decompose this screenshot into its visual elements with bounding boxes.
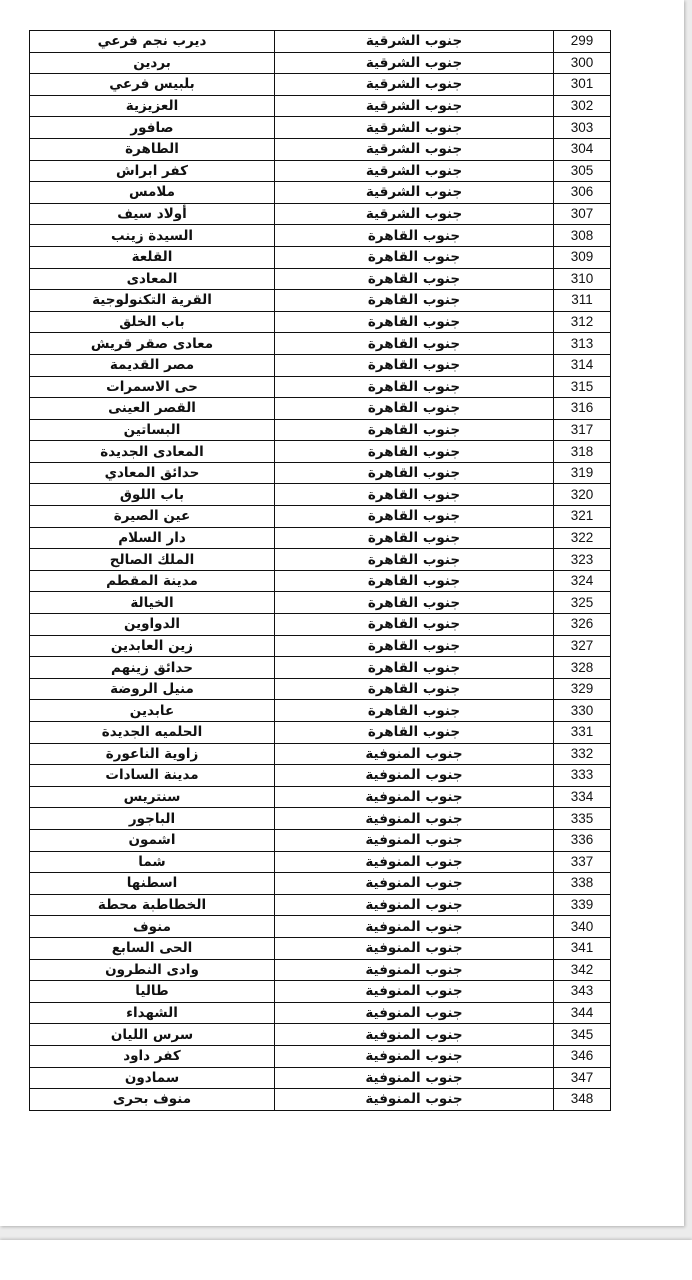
table-row [30, 570, 611, 592]
branch-name-cell: ديرب نجم فرعي [30, 31, 275, 53]
row-number-cell: 311 [554, 290, 611, 312]
region-cell: جنوب القاهرة [275, 549, 554, 571]
row-number-cell: 318 [554, 441, 611, 463]
table-row [30, 916, 611, 938]
table-row [30, 354, 611, 376]
table-row [30, 398, 611, 420]
branch-name-cell: شما [30, 851, 275, 873]
table-row [30, 225, 611, 247]
region-cell: جنوب الشرقية [275, 160, 554, 182]
branch-name-cell: أولاد سيف [30, 203, 275, 225]
branch-name-cell: منوف [30, 916, 275, 938]
region-cell: جنوب القاهرة [275, 419, 554, 441]
branch-name-cell: حدائق المعادي [30, 462, 275, 484]
table-row [30, 117, 611, 139]
table-row [30, 1045, 611, 1067]
region-cell: جنوب المنوفية [275, 808, 554, 830]
table-row [30, 182, 611, 204]
region-cell: جنوب القاهرة [275, 462, 554, 484]
table-row [30, 1067, 611, 1089]
table-row [30, 894, 611, 916]
branch-name-cell: المعادى [30, 268, 275, 290]
branch-name-cell: مدينة المقطم [30, 570, 275, 592]
row-number-cell: 314 [554, 354, 611, 376]
table-row [30, 635, 611, 657]
next-page-edge [0, 1240, 692, 1280]
branch-name-cell: سنتريس [30, 786, 275, 808]
row-number-cell: 309 [554, 246, 611, 268]
region-cell: جنوب القاهرة [275, 354, 554, 376]
region-cell: جنوب الشرقية [275, 74, 554, 96]
table-row [30, 873, 611, 895]
table-row [30, 462, 611, 484]
region-cell: جنوب الشرقية [275, 203, 554, 225]
row-number-cell: 347 [554, 1067, 611, 1089]
table-row [30, 95, 611, 117]
region-cell: جنوب القاهرة [275, 678, 554, 700]
row-number-cell: 345 [554, 1024, 611, 1046]
row-number-cell: 326 [554, 614, 611, 636]
branch-name-cell: العزيزية [30, 95, 275, 117]
region-cell: جنوب القاهرة [275, 592, 554, 614]
table-row [30, 937, 611, 959]
region-cell: جنوب المنوفية [275, 765, 554, 787]
row-number-cell: 301 [554, 74, 611, 96]
row-number-cell: 324 [554, 570, 611, 592]
table-row [30, 203, 611, 225]
region-cell: جنوب القاهرة [275, 441, 554, 463]
branch-name-cell: معادى صقر قريش [30, 333, 275, 355]
row-number-cell: 340 [554, 916, 611, 938]
table-row [30, 1002, 611, 1024]
branch-name-cell: مدينة السادات [30, 765, 275, 787]
row-number-cell: 302 [554, 95, 611, 117]
table-row [30, 786, 611, 808]
row-number-cell: 313 [554, 333, 611, 355]
region-cell: جنوب المنوفية [275, 743, 554, 765]
region-cell: جنوب الشرقية [275, 138, 554, 160]
row-number-cell: 299 [554, 31, 611, 53]
region-cell: جنوب الشرقية [275, 95, 554, 117]
row-number-cell: 310 [554, 268, 611, 290]
region-cell: جنوب المنوفية [275, 1002, 554, 1024]
row-number-cell: 312 [554, 311, 611, 333]
region-cell: جنوب المنوفية [275, 959, 554, 981]
branch-name-cell: طاليا [30, 981, 275, 1003]
region-cell: جنوب القاهرة [275, 225, 554, 247]
table-row [30, 31, 611, 53]
region-cell: جنوب القاهرة [275, 333, 554, 355]
row-number-cell: 337 [554, 851, 611, 873]
branch-name-cell: باب اللوق [30, 484, 275, 506]
table-row [30, 74, 611, 96]
region-cell: جنوب الشرقية [275, 182, 554, 204]
region-cell: جنوب المنوفية [275, 916, 554, 938]
region-cell: جنوب المنوفية [275, 786, 554, 808]
branch-name-cell: الحى السابع [30, 937, 275, 959]
branch-name-cell: عابدين [30, 700, 275, 722]
row-number-cell: 336 [554, 829, 611, 851]
branch-name-cell: حى الاسمرات [30, 376, 275, 398]
table-row [30, 376, 611, 398]
table-row [30, 808, 611, 830]
table-row [30, 851, 611, 873]
branch-name-cell: كفر داود [30, 1045, 275, 1067]
region-cell: جنوب القاهرة [275, 614, 554, 636]
row-number-cell: 305 [554, 160, 611, 182]
row-number-cell: 342 [554, 959, 611, 981]
region-cell: جنوب القاهرة [275, 570, 554, 592]
row-number-cell: 323 [554, 549, 611, 571]
branch-name-cell: سرس الليان [30, 1024, 275, 1046]
branch-name-cell: بردين [30, 52, 275, 74]
table-row [30, 959, 611, 981]
region-cell: جنوب القاهرة [275, 290, 554, 312]
branch-name-cell: السيدة زينب [30, 225, 275, 247]
row-number-cell: 328 [554, 657, 611, 679]
region-cell: جنوب المنوفية [275, 937, 554, 959]
region-cell: جنوب المنوفية [275, 1067, 554, 1089]
branch-name-cell: الخطاطبة محطة [30, 894, 275, 916]
region-cell: جنوب القاهرة [275, 398, 554, 420]
region-cell: جنوب المنوفية [275, 873, 554, 895]
region-cell: جنوب المنوفية [275, 981, 554, 1003]
table-row [30, 246, 611, 268]
row-number-cell: 339 [554, 894, 611, 916]
region-cell: جنوب القاهرة [275, 506, 554, 528]
branch-name-cell: القلعة [30, 246, 275, 268]
region-cell: جنوب القاهرة [275, 700, 554, 722]
table-row [30, 506, 611, 528]
branch-name-cell: اسطنها [30, 873, 275, 895]
table-row [30, 549, 611, 571]
table-row [30, 419, 611, 441]
region-cell: جنوب المنوفية [275, 1089, 554, 1111]
table-row [30, 592, 611, 614]
region-cell: جنوب القاهرة [275, 635, 554, 657]
branch-name-cell: القرية التكنولوجية [30, 290, 275, 312]
branch-name-cell: دار السلام [30, 527, 275, 549]
region-cell: جنوب المنوفية [275, 851, 554, 873]
region-cell: جنوب الشرقية [275, 117, 554, 139]
region-cell: جنوب المنوفية [275, 1045, 554, 1067]
region-cell: جنوب المنوفية [275, 829, 554, 851]
row-number-cell: 319 [554, 462, 611, 484]
row-number-cell: 329 [554, 678, 611, 700]
row-number-cell: 332 [554, 743, 611, 765]
branch-name-cell: زين العابدين [30, 635, 275, 657]
branch-name-cell: الملك الصالح [30, 549, 275, 571]
table-row [30, 1024, 611, 1046]
table-row [30, 484, 611, 506]
row-number-cell: 341 [554, 937, 611, 959]
row-number-cell: 346 [554, 1045, 611, 1067]
row-number-cell: 308 [554, 225, 611, 247]
region-cell: جنوب القاهرة [275, 246, 554, 268]
table-row [30, 527, 611, 549]
table-row [30, 1089, 611, 1111]
table-row [30, 765, 611, 787]
table-row [30, 743, 611, 765]
branch-name-cell: ملامس [30, 182, 275, 204]
row-number-cell: 304 [554, 138, 611, 160]
row-number-cell: 300 [554, 52, 611, 74]
table-row [30, 657, 611, 679]
row-number-cell: 320 [554, 484, 611, 506]
row-number-cell: 344 [554, 1002, 611, 1024]
region-cell: جنوب الشرقية [275, 52, 554, 74]
row-number-cell: 307 [554, 203, 611, 225]
row-number-cell: 327 [554, 635, 611, 657]
table-row [30, 160, 611, 182]
row-number-cell: 306 [554, 182, 611, 204]
branch-name-cell: الحلميه الجديدة [30, 722, 275, 744]
region-cell: جنوب القاهرة [275, 484, 554, 506]
table-row [30, 700, 611, 722]
row-number-cell: 321 [554, 506, 611, 528]
branch-name-cell: وادى النطرون [30, 959, 275, 981]
branch-name-cell: الشهداء [30, 1002, 275, 1024]
row-number-cell: 317 [554, 419, 611, 441]
branch-name-cell: منيل الروضة [30, 678, 275, 700]
row-number-cell: 325 [554, 592, 611, 614]
row-number-cell: 322 [554, 527, 611, 549]
branch-name-cell: حدائق زينهم [30, 657, 275, 679]
table-row [30, 829, 611, 851]
table-row [30, 981, 611, 1003]
branch-table [29, 30, 611, 1111]
branch-name-cell: بلبيس فرعي [30, 74, 275, 96]
region-cell: جنوب الشرقية [275, 31, 554, 53]
branch-name-cell: البساتين [30, 419, 275, 441]
branch-name-cell: عين الصيرة [30, 506, 275, 528]
row-number-cell: 333 [554, 765, 611, 787]
branch-name-cell: سمادون [30, 1067, 275, 1089]
row-number-cell: 348 [554, 1089, 611, 1111]
row-number-cell: 315 [554, 376, 611, 398]
row-number-cell: 303 [554, 117, 611, 139]
table-row [30, 290, 611, 312]
row-number-cell: 331 [554, 722, 611, 744]
table-row [30, 311, 611, 333]
table-row [30, 722, 611, 744]
region-cell: جنوب القاهرة [275, 268, 554, 290]
row-number-cell: 330 [554, 700, 611, 722]
table-row [30, 268, 611, 290]
table-body [30, 31, 611, 1111]
region-cell: جنوب المنوفية [275, 894, 554, 916]
branch-name-cell: كفر ابراش [30, 160, 275, 182]
branch-name-cell: القصر العينى [30, 398, 275, 420]
table-row [30, 138, 611, 160]
table-row [30, 52, 611, 74]
branch-name-cell: الخيالة [30, 592, 275, 614]
table-row [30, 333, 611, 355]
row-number-cell: 338 [554, 873, 611, 895]
row-number-cell: 316 [554, 398, 611, 420]
region-cell: جنوب المنوفية [275, 1024, 554, 1046]
row-number-cell: 335 [554, 808, 611, 830]
row-number-cell: 334 [554, 786, 611, 808]
region-cell: جنوب القاهرة [275, 657, 554, 679]
branch-name-cell: الباجور [30, 808, 275, 830]
table-row [30, 441, 611, 463]
branch-name-cell: صافور [30, 117, 275, 139]
branch-name-cell: منوف بحرى [30, 1089, 275, 1111]
row-number-cell: 343 [554, 981, 611, 1003]
branch-name-cell: اشمون [30, 829, 275, 851]
branch-name-cell: المعادى الجديدة [30, 441, 275, 463]
branch-name-cell: الدواوين [30, 614, 275, 636]
table-row [30, 614, 611, 636]
branch-name-cell: زاوية الناعورة [30, 743, 275, 765]
region-cell: جنوب القاهرة [275, 376, 554, 398]
region-cell: جنوب القاهرة [275, 722, 554, 744]
region-cell: جنوب القاهرة [275, 311, 554, 333]
branch-name-cell: الطاهرة [30, 138, 275, 160]
region-cell: جنوب القاهرة [275, 527, 554, 549]
table-row [30, 678, 611, 700]
branch-name-cell: مصر القديمة [30, 354, 275, 376]
branch-name-cell: باب الخلق [30, 311, 275, 333]
